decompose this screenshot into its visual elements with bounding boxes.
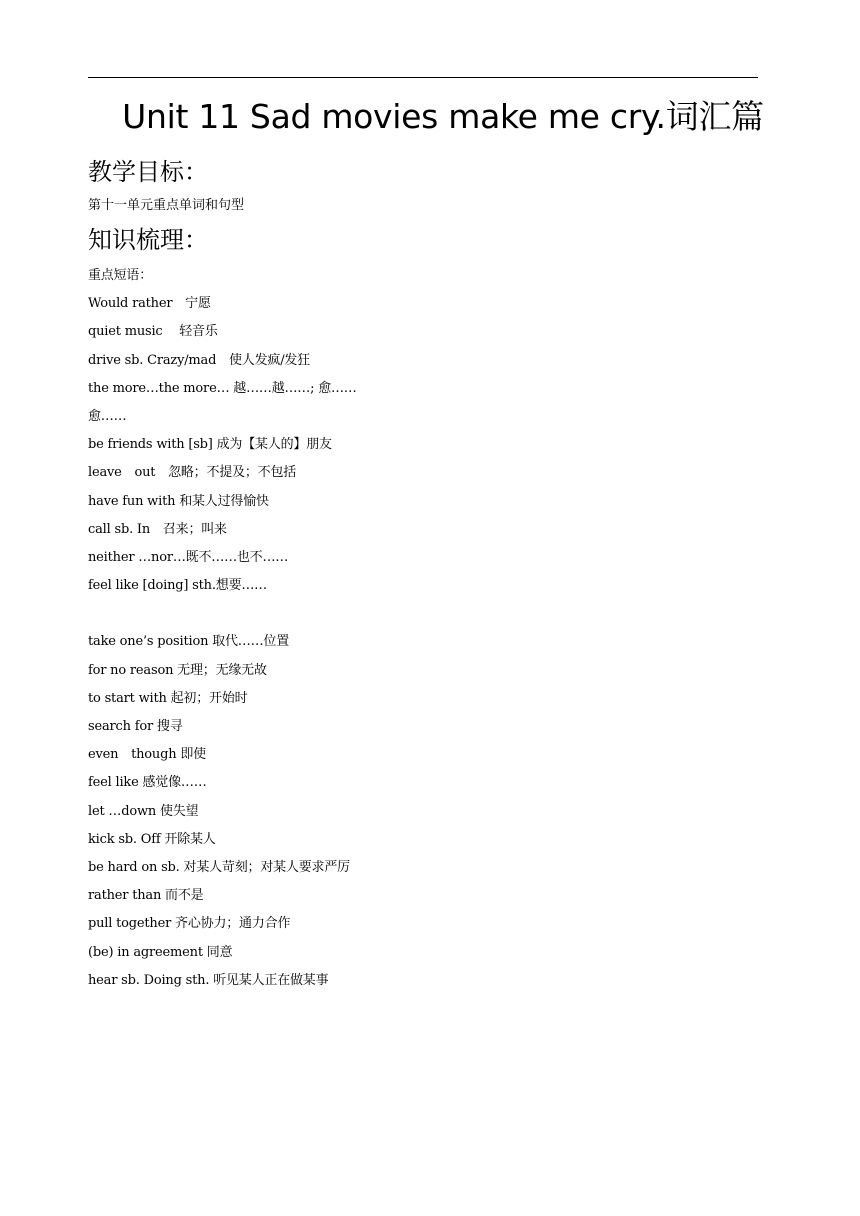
phrase-list (88, 266, 408, 999)
phrase-item-continuation: 愈…… (88, 408, 127, 424)
phrase-list-label: 重点短语： (88, 268, 153, 283)
phrase-item: to start with 起初；开始时 (88, 690, 248, 706)
phrase-item: Would rather 宁愿 (88, 296, 211, 312)
phrase-item: be hard on sb. 对某人苛刻；对某人要求严厉 (88, 859, 350, 875)
phrase-item: quiet music 轻音乐 (88, 324, 218, 340)
phrase-item: search for 搜寻 (88, 719, 183, 734)
document-title: Unit 11 Sad movies make me cry.词汇篇 (122, 97, 764, 136)
header-rule (88, 77, 758, 78)
phrase-item: be friends with [sb] 成为【某人的】朋友 (88, 437, 332, 453)
objectives-text: 第十一单元重点单词和句型 (88, 198, 245, 213)
phrase-item: rather than 而不是 (88, 888, 204, 904)
phrase-item: the more…the more… 越……越……; 愈…… (88, 380, 357, 396)
phrase-item: feel like 感觉像…… (88, 775, 207, 791)
phrase-item: feel like [doing] sth.想要…… (88, 578, 267, 594)
phrase-item: for no reason 无理；无缘无故 (88, 662, 267, 678)
phrase-item: let …down 使失望 (88, 803, 199, 819)
phrase-item: neither …nor…既不……也不…… (88, 549, 289, 565)
phrase-item: hear sb. Doing sth. 听见某人正在做某事 (88, 972, 329, 988)
phrase-item: even though 即使 (88, 747, 206, 763)
objectives-heading: 教学目标： (88, 158, 208, 186)
phrase-item: call sb. In 召来；叫来 (88, 521, 227, 537)
phrase-item: take one’s position 取代……位置 (88, 634, 289, 650)
blank-line (88, 604, 408, 632)
phrase-item: pull together 齐心协力；通力合作 (88, 916, 291, 932)
knowledge-heading: 知识梳理： (88, 226, 208, 254)
phrase-item: leave out 忽略；不提及；不包括 (88, 465, 297, 481)
phrase-item: kick sb. Off 开除某人 (88, 831, 216, 847)
phrase-item: drive sb. Crazy/mad 使人发疯/发狂 (88, 352, 310, 368)
phrase-item: (be) in agreement 同意 (88, 944, 233, 960)
phrase-item: have fun with 和某人过得愉快 (88, 493, 269, 509)
